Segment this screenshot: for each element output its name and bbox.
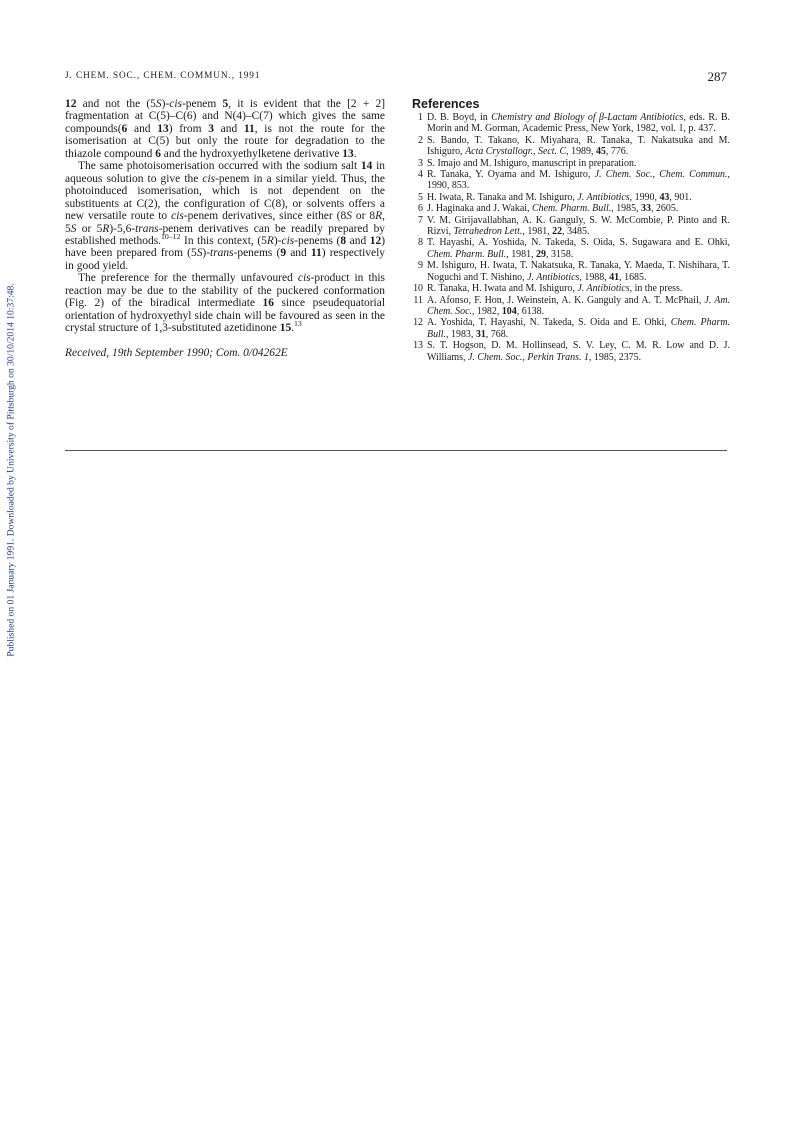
paragraph-1: 12 and not the (5S)-cis-penem 5, it is evident that the [2 + 2] fragmentation at C(5)–C(6) and N(4)–C(7) which gives the same compounds(6 and 13) from 3 and 11, is not the route for the isomerisation at C(5) but only the route for degradation to the thiazole compound 6 and the hydroxyethylketene derivative 13.: [65, 98, 386, 160]
reference-item: [412, 135, 730, 158]
reference-item: [412, 215, 730, 238]
reference-text: H. Iwata, R. Tanaka and M. Ishiguro, J. Antibiotics, 1990, 43, 901.: [427, 191, 692, 203]
reference-item: [412, 260, 730, 283]
reference-text: M. Ishiguro, H. Iwata, T. Nakatsuka, R. Tanaka, Y. Maeda, T. Nishihara, T. Noguchi and T. Nishino, J. Antibiotics, 1988, 41, 1685.: [427, 260, 730, 283]
reference-number: 9: [418, 260, 423, 272]
download-watermark-text: Published on 01 January 1991. Downloaded by University of Pittsburgh on 30/10/2014 10:37:48.: [5, 283, 17, 657]
reference-text: D. B. Boyd, in Chemistry and Biology of β-Lactam Antibiotics, eds. R. B. Morin and M. Gorman, Academic Press, New York, 1982, vol. 1, p. 437.: [427, 112, 730, 135]
body-text-column: [65, 98, 385, 359]
reference-number: 7: [418, 214, 423, 226]
reference-item: [412, 203, 730, 214]
reference-number: 8: [418, 237, 423, 249]
reference-text: J. Haginaka and J. Wakai, Chem. Pharm. Bull., 1985, 33, 2605.: [427, 203, 679, 215]
reference-number: 12: [413, 317, 423, 329]
journal-running-head: J. CHEM. SOC., CHEM. COMMUN., 1991: [65, 71, 261, 81]
reference-item: [412, 192, 730, 203]
page-header: [65, 71, 727, 87]
reference-text: A. Yoshida, T. Hayashi, N. Takeda, S. Oida and E. Ohki, Chem. Pharm. Bull., 1983, 31, 768.: [427, 317, 730, 340]
references-heading: References: [412, 97, 480, 111]
reference-item: [412, 112, 730, 135]
reference-number: 4: [418, 169, 423, 181]
paragraph-3: The preference for the thermally unfavoured cis-product in this reaction may be due to the stability of the puckered conformation (Fig. 2) of the biradical intermediate 16 since pseudequatorial orientation of hydroxyethyl side chain will be favoured as seen in the crystal structure of 1,3-substituted azetidinone 15.13: [65, 272, 386, 335]
reference-text: S. Bando, T. Takano, K. Miyahara, R. Tanaka, T. Nakatsuka and M. Ishiguro, Acta Crystallogr., Sect. C, 1989, 45, 776.: [427, 134, 730, 158]
reference-text: S. Imajo and M. Ishiguro, manuscript in preparation.: [427, 157, 637, 169]
reference-text: T. Hayashi, A. Yoshida, N. Takeda, S. Oida, S. Sugawara and E. Ohki, Chem. Pharm. Bull., 1981, 29, 3158.: [427, 237, 730, 260]
download-watermark: [0, 0, 22, 1128]
reference-item: [412, 283, 730, 294]
reference-item: [412, 158, 730, 169]
reference-item: [412, 237, 730, 260]
reference-number: 10: [413, 283, 423, 295]
reference-number: 2: [418, 134, 423, 146]
received-line: Received, 19th September 1990; Com. 0/04262E: [65, 346, 288, 359]
reference-number: 6: [418, 203, 423, 215]
reference-number: 5: [418, 191, 423, 203]
reference-list: [412, 112, 730, 363]
reference-number: 11: [413, 294, 423, 306]
reference-number: 13: [413, 340, 423, 352]
bottom-rule: [65, 450, 727, 451]
page-number: 287: [707, 69, 727, 84]
reference-number: 3: [418, 157, 423, 169]
reference-number: 1: [418, 112, 423, 123]
reference-item: [412, 340, 730, 363]
references-column: [412, 97, 730, 363]
paragraph-2: The same photoisomerisation occurred with the sodium salt 14 in aqueous solution to give the cis-penem in a similar yield. Thus, the photoinduced isomerisation, which is not dependent on the substituents at C(2), the configuration of C(8), or solvents offers a new versatile route to cis-penem derivatives, since either (8S or 8R, 5S or 5R)-5,6-trans-penem derivatives can be readily prepared by established methods.$^{10-12}$ In this context, (5R)-cis-penems (8 and 12) have been prepared from (5S)-trans-penems (9 and 11) respectively in good yield.: [65, 160, 386, 272]
reference-text: V. M. Girijavallabhan, A. K. Ganguly, S. W. McCombie, P. Pinto and R. Rizvi, Tetrahedron Lett., 1981, 22, 3485.: [427, 214, 730, 238]
reference-text: R. Tanaka, Y. Oyama and M. Ishiguro, J. Chem. Soc., Chem. Commun., 1990, 853.: [427, 169, 730, 192]
reference-text: S. T. Hogson, D. M. Hollinsead, S. V. Ley, C. M. R. Low and D. J. Williams, J. Chem. Soc., Perkin Trans. 1, 1985, 2375.: [427, 340, 730, 363]
reference-item: [412, 317, 730, 340]
reference-text: A. Afonso, F. Hon, J. Weinstein, A. K. Ganguly and A. T. McPhail, J. Am. Chem. Soc., 1982, 104, 6138.: [427, 294, 730, 317]
reference-item: [412, 169, 730, 192]
reference-text: R. Tanaka, H. Iwata and M. Ishiguro, J. Antibiotics, in the press.: [427, 283, 683, 295]
reference-item: [412, 295, 730, 318]
